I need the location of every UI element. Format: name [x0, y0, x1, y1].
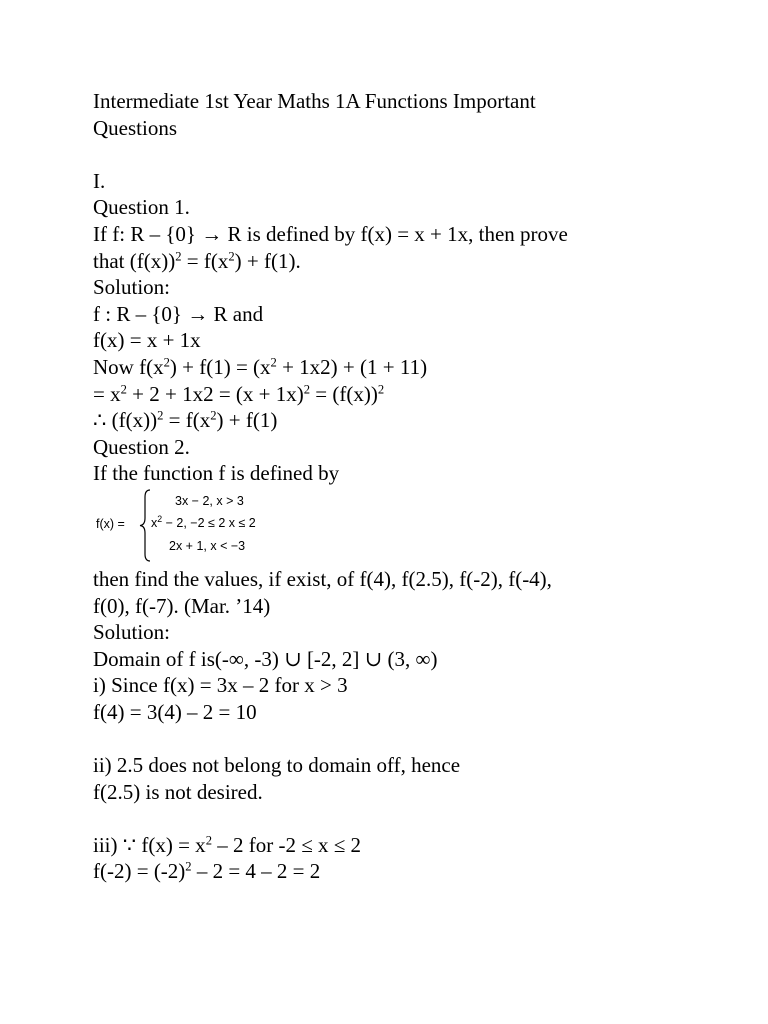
text-fragment: ) + f(1).	[234, 248, 301, 273]
piecewise-case-1: 3x − 2, x > 3	[175, 493, 244, 508]
document-body	[93, 88, 733, 885]
question-2-part-ii-line-1: ii) 2.5 does not belong to domain off, hence	[93, 753, 461, 778]
question-1-solution-line-2: f(x) = x + 1x	[93, 328, 201, 353]
superscript: 2	[175, 249, 182, 264]
superscript: 2	[377, 381, 385, 396]
text-fragment: = f(x	[181, 248, 229, 273]
document-title-line-1: Intermediate 1st Year Maths 1A Functions Important	[93, 89, 536, 113]
question-2-heading: Question 2.	[93, 434, 190, 459]
superscript: 2	[185, 859, 192, 874]
spacer	[93, 805, 733, 832]
question-2-domain: Domain of f is(-∞, -3) ∪ [-2, 2] ∪ (3, ∞)	[93, 646, 438, 671]
superscript: 2	[228, 249, 235, 264]
text-fragment: f(-2) = (-2)	[93, 859, 186, 884]
superscript: 2	[157, 514, 163, 525]
question-2-part-ii-line-2: f(2.5) is not desired.	[93, 779, 263, 804]
superscript: 2	[303, 381, 311, 396]
text-fragment: = x	[93, 381, 121, 406]
text-fragment: ) + f(1) = (x	[169, 354, 271, 379]
text-fragment: + 1x2) + (1 + 11)	[276, 354, 428, 379]
text-fragment: = f(x	[163, 408, 211, 433]
text-fragment: ) + f(1)	[216, 408, 278, 433]
spacer	[93, 725, 733, 752]
question-1-statement-line-2	[93, 248, 733, 275]
question-2-part-i-line-2: f(4) = 3(4) – 2 = 10	[93, 699, 257, 724]
text-fragment: − 2, −2 ≤ 2 x ≤ 2	[162, 515, 256, 530]
question-1-solution-line-3	[93, 354, 733, 381]
superscript: 2	[163, 355, 170, 370]
superscript: 2	[205, 833, 212, 848]
question-1-solution-line-4	[93, 381, 733, 408]
text-fragment: – 2 for -2 ≤ x ≤ 2	[211, 832, 362, 857]
text-fragment: – 2 = 4 – 2 = 2	[191, 859, 321, 884]
text-fragment: that (f(x))	[93, 248, 176, 273]
text-fragment: ∴ (f(x))	[93, 408, 158, 433]
question-2-part-i-line-1: i) Since f(x) = 3x – 2 for x > 3	[93, 673, 348, 698]
piecewise-case-2	[151, 515, 256, 531]
text-fragment: Now f(x	[93, 354, 164, 379]
document-title-line-2: Questions	[93, 115, 177, 140]
piecewise-case-3: 2x + 1, x < −3	[169, 538, 246, 553]
superscript: 2	[270, 355, 277, 370]
question-1-solution-line-5	[93, 407, 733, 434]
text-fragment: iii) ∵ f(x) = x	[93, 832, 206, 857]
section-label: I.	[93, 168, 106, 193]
question-2-part-iii-line-1	[93, 832, 733, 859]
question-2-ask-line-1: then find the values, if exist, of f(4), f(2.5), f(-2), f(-4),	[93, 566, 552, 591]
text-fragment: + 2 + 1x2 = (x + 1x)	[126, 381, 304, 406]
spacer	[93, 141, 733, 168]
question-2-part-iii-line-2	[93, 858, 733, 885]
question-2-intro: If the function f is defined by	[93, 461, 340, 486]
superscript: 2	[157, 408, 164, 423]
text-fragment: x	[151, 515, 158, 530]
superscript: 2	[120, 381, 127, 396]
superscript: 2	[210, 408, 217, 423]
question-1-solution-label: Solution:	[93, 275, 171, 300]
piecewise-lhs: f(x) =	[96, 516, 125, 531]
question-2-ask-line-2: f(0), f(-7). (Mar. ’14)	[93, 593, 271, 618]
question-1-statement-line-1: If f: R – {0} → R is defined by f(x) = x + 1x, then prove	[93, 221, 568, 246]
text-fragment: = (f(x))	[310, 381, 378, 406]
question-1-heading: Question 1.	[93, 195, 190, 220]
piecewise-function-image	[93, 488, 733, 563]
question-1-solution-line-1: f : R – {0} → R and	[93, 301, 264, 326]
question-2-solution-label: Solution:	[93, 620, 171, 645]
